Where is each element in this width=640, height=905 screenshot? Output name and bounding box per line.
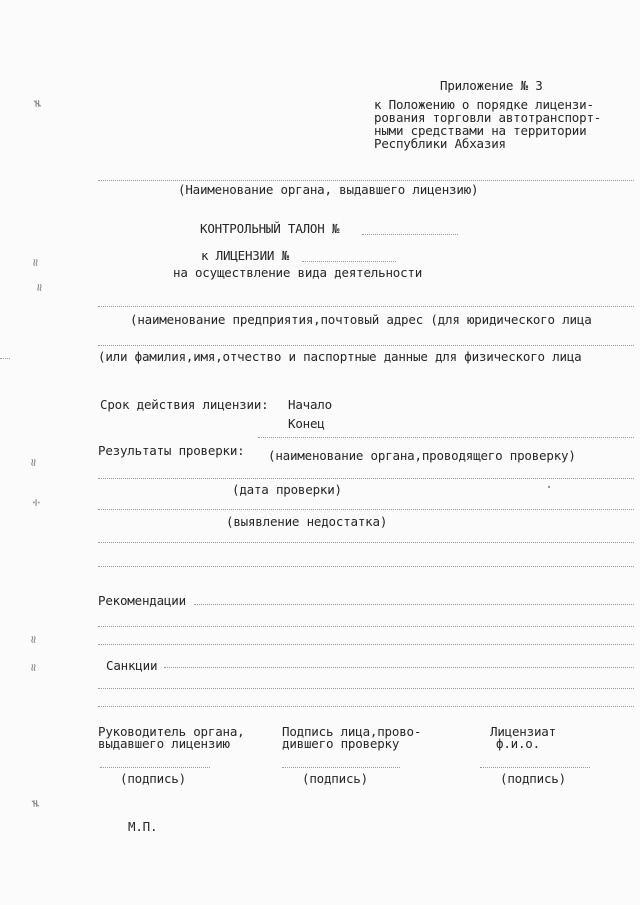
sanctions-line-2 — [98, 688, 634, 689]
margin-mark: ≈ — [26, 635, 42, 644]
appendix-line-1: к Положению о порядке лицензи- — [374, 97, 594, 112]
head-signature-label-1: Руководитель органа, — [98, 724, 245, 739]
inspector-sign-caption: (подпись) — [302, 771, 368, 786]
appendix-line-3: ными средствами на территории — [374, 123, 587, 138]
sanctions-label: Санкции — [106, 658, 158, 673]
person-line — [98, 345, 634, 346]
license-number-label: к ЛИЦЕНЗИИ № — [201, 248, 289, 263]
recommendations-line-3 — [98, 644, 634, 645]
control-title: КОНТРОЛЬНЫЙ ТАЛОН № — [200, 221, 340, 236]
license-number-line — [302, 261, 396, 262]
margin-mark: ≈ — [26, 663, 42, 672]
appendix-line-4: Республики Абхазия — [374, 136, 506, 151]
inspecting-org-caption: (наименование органа,проводящего проверку) — [268, 448, 576, 463]
validity-end: Конец — [288, 416, 325, 431]
validity-start: Начало — [288, 397, 332, 412]
appendix-title: Приложение № 3 — [440, 78, 543, 93]
enterprise-line — [98, 306, 634, 307]
margin-mark: ≈ — [26, 458, 42, 467]
inspector-signature-label-1: Подпись лица,прово- — [282, 724, 422, 739]
margin-mark: ≠ — [30, 99, 46, 108]
validity-label: Срок действия лицензии: — [100, 397, 269, 412]
licensee-signature-line — [480, 767, 590, 768]
recommendations-line-2 — [98, 626, 634, 627]
inspector-signature-label-2: дившего проверку — [282, 736, 400, 751]
inspector-signature-line — [282, 767, 400, 768]
margin-mark: ≈ — [28, 258, 44, 267]
person-caption: (или фамилия,имя,отчество и паспортные данные для физического лица — [98, 349, 582, 364]
sanctions-line-3 — [98, 706, 634, 707]
results-top-line — [258, 437, 634, 438]
results-line-3 — [98, 509, 634, 510]
appendix-line-2: рования торговли автотранспорт- — [374, 110, 602, 125]
results-line-4 — [98, 542, 634, 543]
deficiency-caption: (выявление недостатка) — [226, 514, 388, 529]
recommendations-label: Рекомендации — [98, 593, 186, 608]
margin-mark: ÷ — [29, 498, 45, 507]
results-line-5 — [98, 566, 634, 567]
margin-mark: ≠ — [28, 799, 44, 808]
control-number-line — [362, 234, 458, 235]
stamp-place: М.П. — [128, 819, 158, 834]
licensee-label-2: ф.и.о. — [496, 736, 540, 751]
activity-label: на осуществление вида деятельности — [173, 265, 423, 280]
sanctions-line-1 — [164, 667, 634, 668]
margin-mark: ≈ — [32, 283, 48, 292]
speck — [548, 486, 550, 488]
results-label: Результаты проверки: — [98, 443, 245, 458]
head-signature-line — [100, 767, 210, 768]
results-line-2 — [98, 478, 634, 479]
head-sign-caption: (подпись) — [120, 771, 186, 786]
authority-line — [98, 180, 634, 181]
licensee-label-1: Лицензиат — [490, 724, 556, 739]
recommendations-line-1 — [194, 604, 634, 605]
licensee-sign-caption: (подпись) — [500, 771, 566, 786]
enterprise-caption: (наименование предприятия,почтовый адрес (для юридического лица — [130, 312, 592, 327]
authority-caption: (Наименование органа, выдавшего лицензию) — [178, 182, 479, 197]
head-signature-label-2: выдавшего лицензию — [98, 736, 230, 751]
margin-tick — [0, 358, 10, 359]
check-date-caption: (дата проверки) — [232, 482, 342, 497]
